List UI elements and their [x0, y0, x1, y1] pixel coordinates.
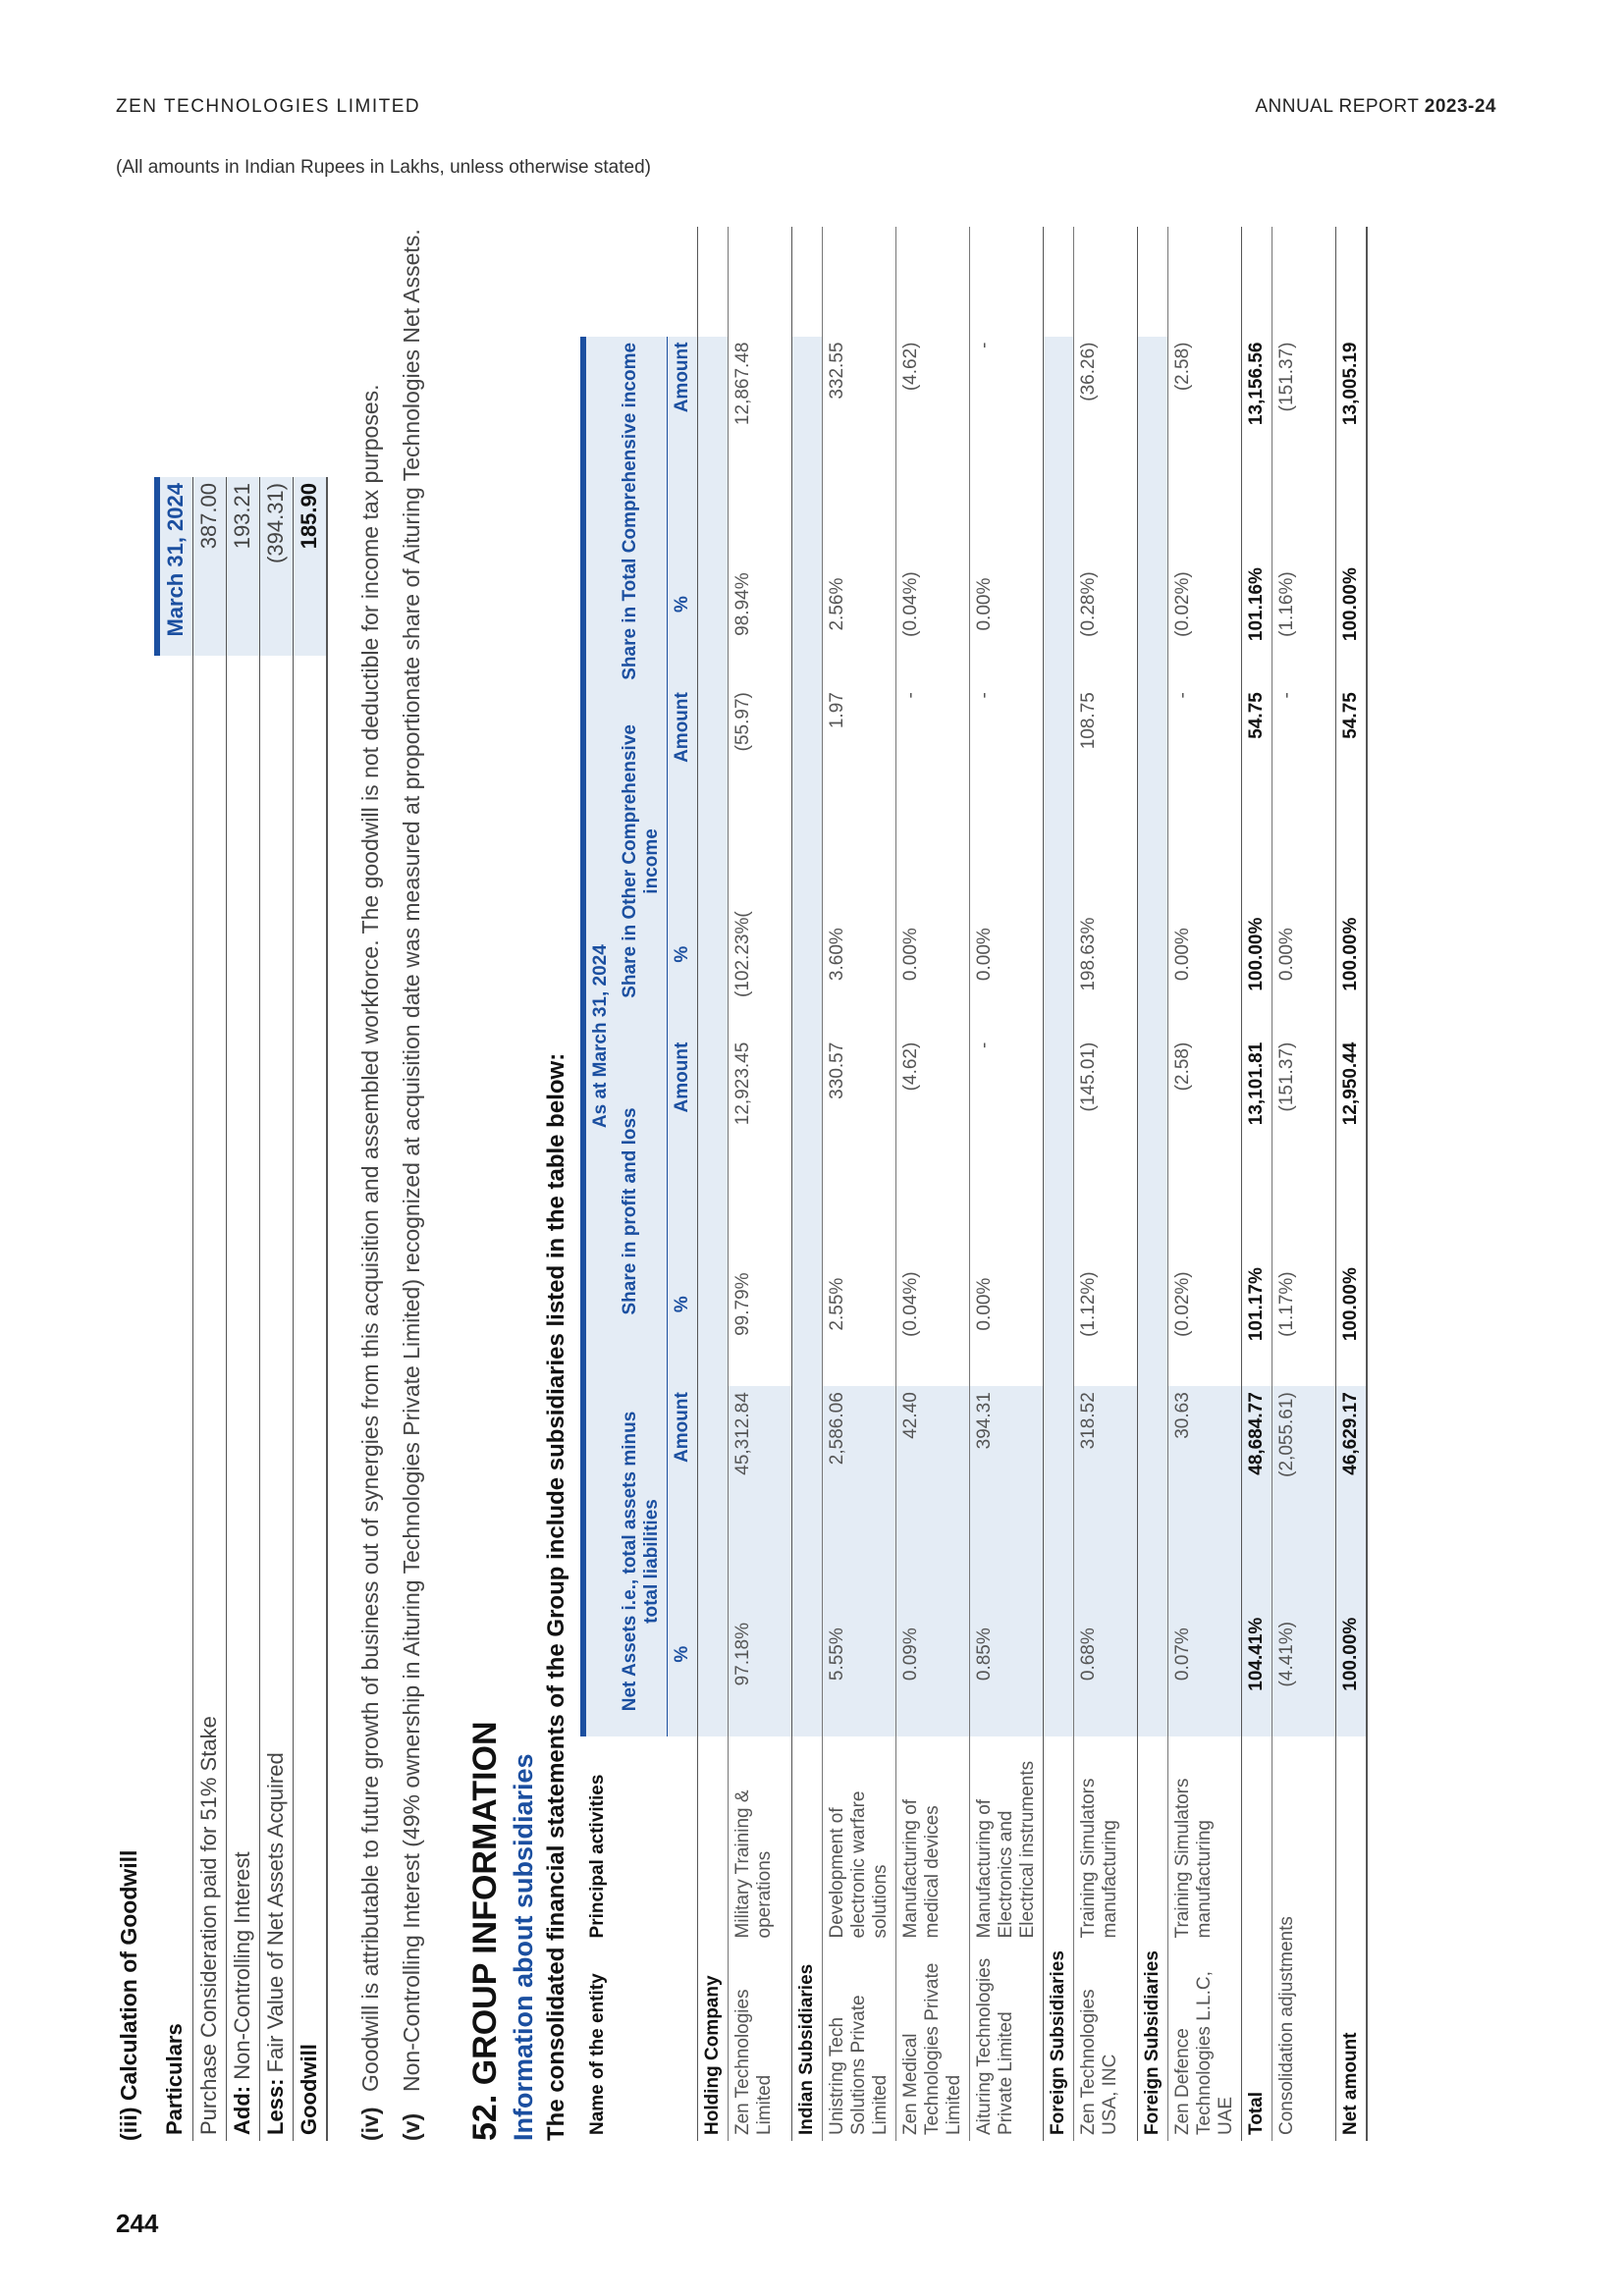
goodwill-row-text: Non-Controlling Interest: [230, 1851, 254, 2080]
category-fill: [1138, 337, 1168, 1736]
entity-name: Zen Medical Technologies Private Limited: [896, 1944, 970, 2141]
category-label: Foreign Subsidiaries: [1138, 1736, 1168, 2141]
cell: 30.63: [1168, 1386, 1242, 1572]
group-info-subtitle: Information about subsidiaries: [509, 1753, 539, 2141]
cell: (0.04%): [896, 522, 970, 686]
table-row: [970, 227, 1044, 2141]
col-amount: Amount: [668, 1037, 698, 1222]
cell: 54.75: [1242, 686, 1272, 872]
cell: (2.58): [1168, 337, 1242, 523]
col-activity: Principal activities: [587, 1774, 609, 1939]
table-header-row-1: [583, 227, 616, 2141]
cell: (102.23%(: [729, 873, 792, 1037]
cell: (1.16%): [1272, 522, 1336, 686]
cell: (0.04%): [896, 1222, 970, 1386]
cell: 5.55%: [823, 1573, 896, 1736]
note-text: Goodwill is attributable to future growth of business out of synergies from this acquisition and assembled workforce. The goodwill is not deductible for income tax purposes.: [357, 384, 383, 2092]
cell: -: [970, 686, 1044, 872]
goodwill-header-row: [157, 477, 193, 2141]
entity-activity: Development of electronic warfare solutions: [823, 1736, 896, 1945]
col-amount: Amount: [668, 337, 698, 523]
total-row: [1242, 227, 1272, 2141]
category-row: [792, 227, 823, 2141]
cell: 104.41%: [1242, 1573, 1272, 1736]
cell: (1.12%): [1074, 1222, 1138, 1386]
cell: 100.00%: [1336, 1222, 1368, 1386]
cell: 318.52: [1074, 1386, 1138, 1572]
report-label: ANNUAL REPORT: [1255, 96, 1419, 117]
cell: 108.75: [1074, 686, 1138, 872]
cell: 13,101.81: [1242, 1037, 1272, 1222]
cell: 394.31: [970, 1386, 1044, 1572]
note-text: Non-Controlling Interest (49% ownership in Aituring Technologies Private Limited) recognized at acquisition date was measured at proportionate share of Aituring Technologies Net Assets.: [398, 229, 424, 2092]
entity-activity: Manufacturing of Electronics and Electrical instruments: [970, 1736, 1044, 1945]
cell: 0.09%: [896, 1573, 970, 1736]
group-info-title: 52. GROUP INFORMATION: [466, 1721, 505, 2141]
goodwill-title: (iii) Calculation of Goodwill: [116, 1849, 141, 2141]
category-label: Indian Subsidiaries: [792, 1736, 823, 2141]
cell: (151.37): [1272, 1037, 1336, 1222]
cell: 46,629.17: [1336, 1386, 1368, 1572]
cell: (4.62): [896, 1037, 970, 1222]
cell: (2.58): [1168, 1037, 1242, 1222]
goodwill-row-label: [260, 656, 294, 2141]
goodwill-row: [260, 477, 294, 2141]
group-info-description: The consolidated financial statements of the Group include subsidiaries listed in the table below:: [543, 1052, 570, 2141]
entity-name: Unistring Tech Solutions Private Limited: [823, 1944, 896, 2141]
cell: 2.55%: [823, 1222, 896, 1386]
cell: 0.00%: [1272, 873, 1336, 1037]
cell: 13,156.56: [1242, 337, 1272, 523]
spacer: [583, 227, 616, 337]
group-profit-loss: Share in profit and loss: [616, 1037, 668, 1387]
as-at-header: As at March 31, 2024: [583, 337, 616, 1736]
entity-name: Consolidation adjustments: [1272, 1736, 1336, 2141]
category-fill: [1044, 337, 1074, 1736]
category-row: [698, 227, 729, 2141]
entity-name: Net amount: [1336, 1736, 1368, 2141]
cell: 1.97: [823, 686, 896, 872]
entity-name: Zen Technologies USA, INC: [1074, 1944, 1138, 2141]
cell: 100.00%: [1336, 1573, 1368, 1736]
goodwill-row-value: (394.31): [260, 477, 294, 656]
cell: 42.40: [896, 1386, 970, 1572]
cell: 12,867.48: [729, 337, 792, 523]
col-amount: Amount: [668, 686, 698, 872]
cell: (36.26): [1074, 337, 1138, 523]
report-title: [1255, 96, 1496, 118]
cell: (0.02%): [1168, 1222, 1242, 1386]
cell: 2.56%: [823, 522, 896, 686]
entity-name: Total: [1242, 1736, 1272, 2141]
units-note: (All amounts in Indian Rupees in Lakhs, unless otherwise stated): [116, 157, 651, 178]
category-label: Holding Company: [698, 1736, 729, 2141]
goodwill-row-value: 387.00: [193, 477, 227, 656]
goodwill-row: [227, 477, 260, 2141]
category-fill: [698, 337, 729, 1736]
goodwill-table: [154, 477, 328, 2141]
category-label: Foreign Subsidiaries: [1044, 1736, 1074, 2141]
cell: -: [896, 686, 970, 872]
cell: 13,005.19: [1336, 337, 1368, 523]
group-net-assets: Net Assets i.e., total assets minus total liabilities: [616, 1386, 668, 1736]
cell: (55.97): [729, 686, 792, 872]
cell: (151.37): [1272, 337, 1336, 523]
cell: 45,312.84: [729, 1386, 792, 1572]
cell: -: [970, 1037, 1044, 1222]
cell: 198.63%: [1074, 873, 1138, 1037]
entity-name: Zen Technologies Limited: [729, 1944, 792, 2141]
goodwill-row: [193, 477, 227, 2141]
entity-activity: Military Training & operations: [729, 1736, 792, 1945]
entity-name: Aituring Technologies Private Limited: [970, 1944, 1044, 2141]
cell: 0.00%: [1168, 873, 1242, 1037]
cell: 100.00%: [1242, 873, 1272, 1037]
goodwill-row-prefix: Less:: [263, 2078, 288, 2135]
goodwill-col-particulars: Particulars: [157, 656, 193, 2141]
cell: 99.79%: [729, 1222, 792, 1386]
goodwill-row-value: 193.21: [227, 477, 260, 656]
cell: 330.57: [823, 1037, 896, 1222]
goodwill-col-date: March 31, 2024: [157, 477, 193, 656]
group-tci: Share in Total Comprehensive income: [616, 337, 668, 687]
cell: 100.00%: [1336, 873, 1368, 1037]
table-row: [1168, 227, 1242, 2141]
col-pct: %: [668, 1222, 698, 1386]
entity-activity: Manufacturing of medical devices: [896, 1736, 970, 1945]
cell: 0.00%: [970, 873, 1044, 1037]
goodwill-total-value: 185.90: [294, 477, 328, 656]
cell: 0.00%: [970, 522, 1044, 686]
cell: 98.94%: [729, 522, 792, 686]
cell: -: [1168, 686, 1242, 872]
goodwill-total-label: Goodwill: [294, 656, 328, 2141]
cell: 2,586.06: [823, 1386, 896, 1572]
page-number: 244: [116, 2209, 159, 2238]
goodwill-row-prefix: Add:: [230, 2085, 254, 2135]
cell: 0.85%: [970, 1573, 1044, 1736]
cell: (1.17%): [1272, 1222, 1336, 1386]
category-row: [1044, 227, 1074, 2141]
col-pct: %: [668, 522, 698, 686]
cell: 0.68%: [1074, 1573, 1138, 1736]
cell: 0.00%: [896, 873, 970, 1037]
group-oci: Share in Other Comprehensive income: [616, 686, 668, 1037]
table-row: [823, 227, 896, 2141]
cell: -: [1272, 686, 1336, 872]
cell: 332.55: [823, 337, 896, 523]
cell: (0.28%): [1074, 522, 1138, 686]
col-pct: %: [668, 873, 698, 1037]
note-item: [355, 227, 387, 2141]
note-label: (iv): [357, 2107, 383, 2141]
goodwill-row-label: Purchase Consideration paid for 51% Stake: [193, 656, 227, 2141]
cell: 54.75: [1336, 686, 1368, 872]
net-amount-row: [1336, 227, 1368, 2141]
col-amount: Amount: [668, 1386, 698, 1572]
cell: 97.18%: [729, 1573, 792, 1736]
entity-name: Zen Defence Technologies L.L.C, UAE: [1168, 1944, 1242, 2141]
subsidiaries-table: [580, 227, 1368, 2141]
table-row: [729, 227, 792, 2141]
category-row: [1138, 227, 1168, 2141]
cell: 101.16%: [1242, 522, 1272, 686]
cell: 48,684.77: [1242, 1386, 1272, 1572]
cell: (0.02%): [1168, 522, 1242, 686]
table-row: [896, 227, 970, 2141]
cell: (4.62): [896, 337, 970, 523]
cell: 12,923.45: [729, 1037, 792, 1222]
col-entity: Name of the entity: [587, 1973, 609, 2135]
spacer: [616, 227, 668, 337]
rotated-content: [116, 227, 1481, 2141]
cell: (2,055.61): [1272, 1386, 1336, 1572]
goodwill-total-row: [294, 477, 328, 2141]
note-label: (v): [398, 2112, 424, 2141]
note-item: [397, 227, 428, 2141]
spacer: [668, 227, 698, 337]
category-fill: [792, 337, 823, 1736]
goodwill-row-label: [227, 656, 260, 2141]
entity-activity: Training Simulators manufacturing: [1168, 1736, 1242, 1945]
cell: (4.41%): [1272, 1573, 1336, 1736]
cell: 0.07%: [1168, 1573, 1242, 1736]
table-row: [1074, 227, 1138, 2141]
col-pct: %: [668, 1573, 698, 1736]
company-name: ZEN TECHNOLOGIES LIMITED: [116, 96, 421, 117]
entity-activity: Training Simulators manufacturing: [1074, 1736, 1138, 1945]
cell: (145.01): [1074, 1037, 1138, 1222]
cell: 12,950.44: [1336, 1037, 1368, 1222]
goodwill-row-text: Fair Value of Net Assets Acquired: [263, 1752, 288, 2073]
cell: 0.00%: [970, 1222, 1044, 1386]
table-row: [1272, 227, 1336, 2141]
report-year: 2023-24: [1424, 96, 1496, 117]
cell: -: [970, 337, 1044, 523]
cell: 100.00%: [1336, 522, 1368, 686]
cell: 101.17%: [1242, 1222, 1272, 1386]
cell: 3.60%: [823, 873, 896, 1037]
notes: [355, 227, 427, 2141]
